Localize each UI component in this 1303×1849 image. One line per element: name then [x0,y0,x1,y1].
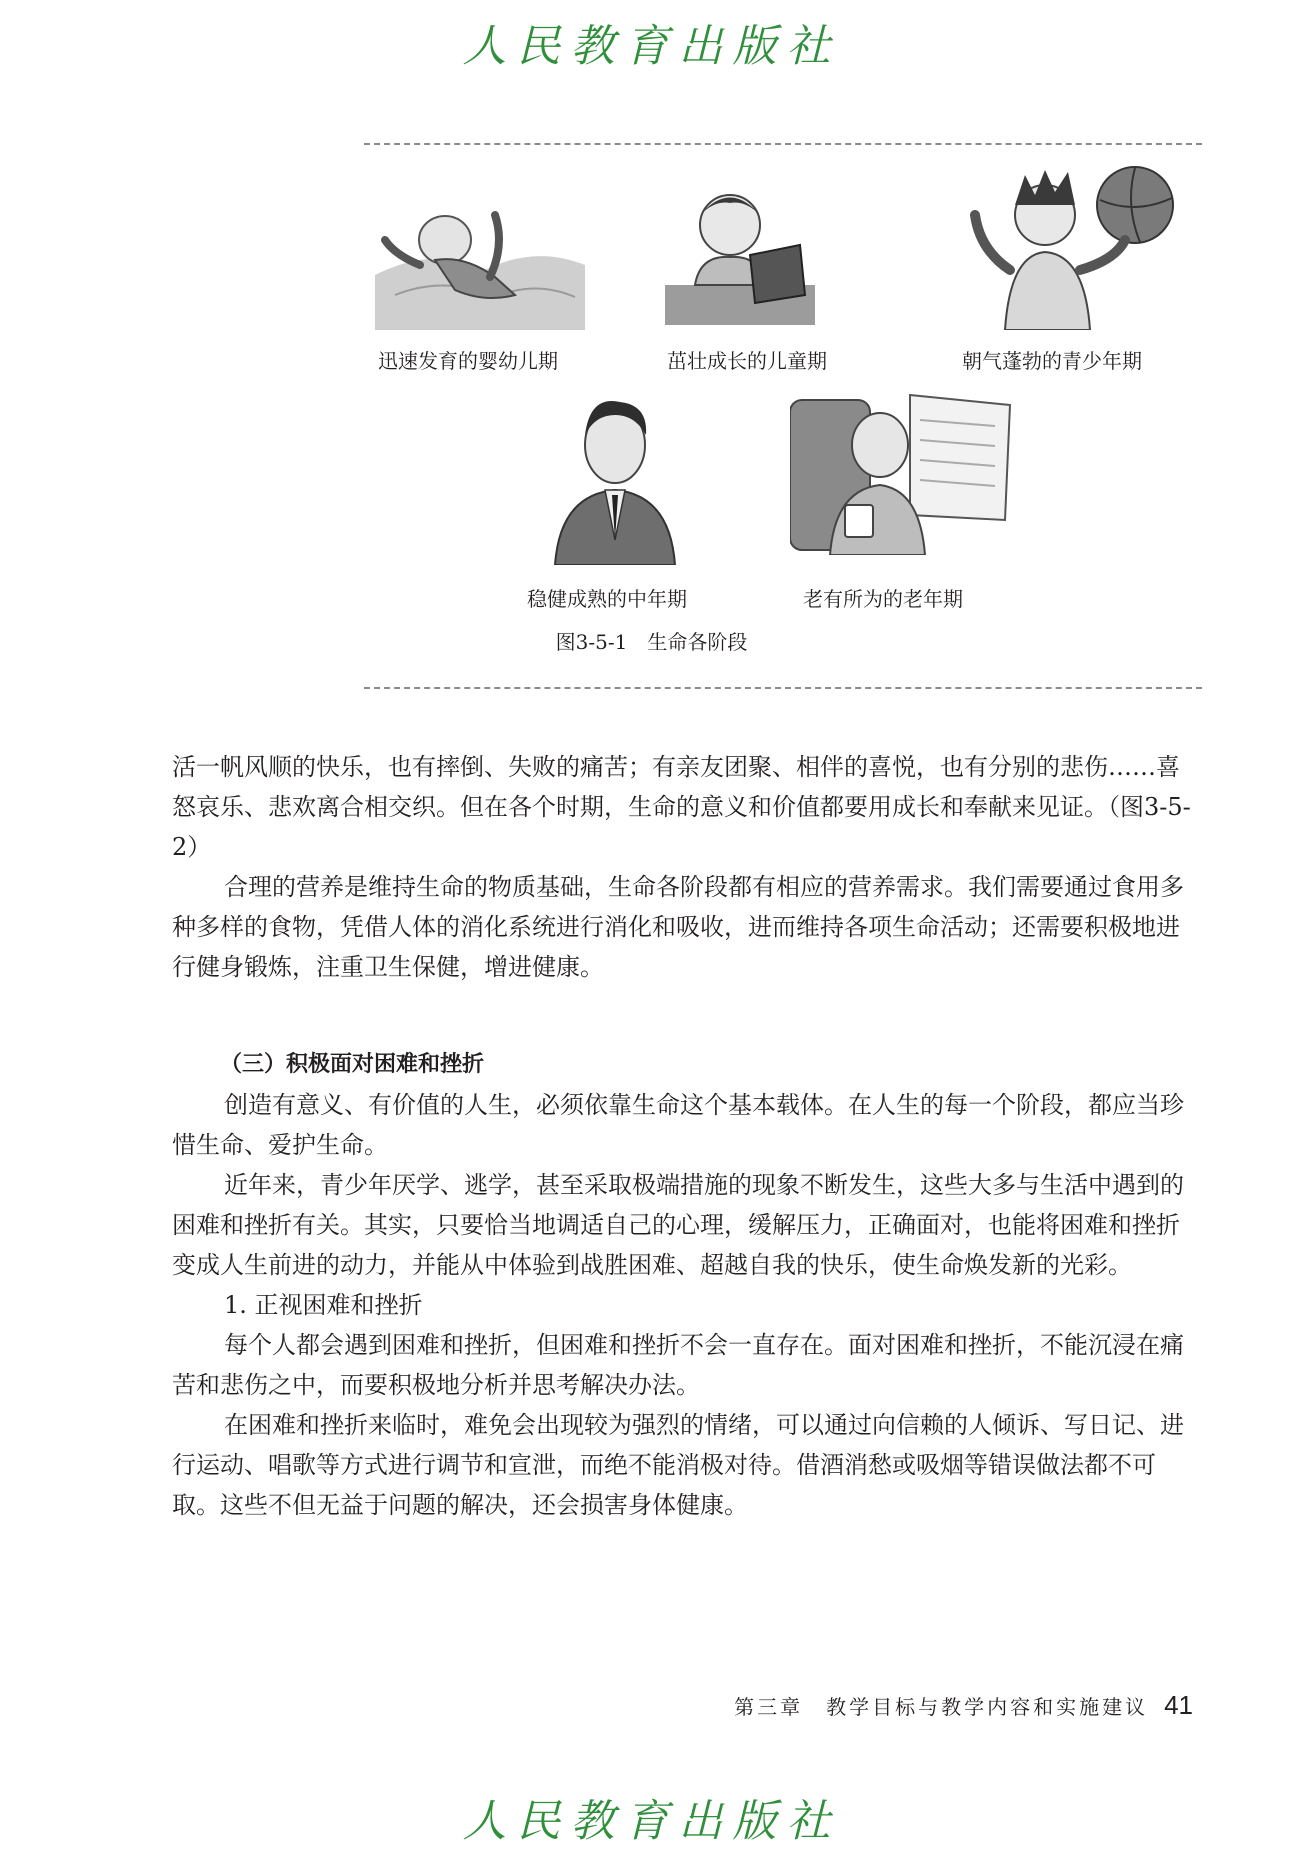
chapter-title: 第三章 教学目标与教学内容和实施建议 [734,1695,1149,1719]
paragraph: 在困难和挫折来临时，难免会出现较为强烈的情绪，可以通过向信赖的人倾诉、写日记、进行运动、唱歌等方式进行调节和宣泄，而绝不能消极对待。借酒消愁或吸烟等错误做法都不可取。这些不但无益于问题的解决，还会损害身体健康。 [172,1411,1184,1519]
figure-top-divider [364,143,1202,145]
caption-child: 茁壮成长的儿童期 [667,349,827,373]
publisher-logo: 人民教育出版社 [462,1796,841,1847]
paragraph: 创造有意义、有价值的人生，必须依靠生命这个基本载体。在人生的每一个阶段，都应当珍惜生命、爱护生命。 [172,1091,1184,1159]
body-section-1 [172,747,1192,987]
figure-bottom-divider [364,687,1202,689]
caption-old-age: 老有所为的老年期 [803,587,963,611]
youth-basketball-illustration [950,160,1180,330]
section-heading: （三）积极面对困难和挫折 [220,1052,485,1077]
caption-infant: 迅速发育的婴幼儿期 [378,349,558,373]
paragraph: 活一帆风顺的快乐，也有摔倒、失败的痛苦；有亲友团聚、相伴的喜悦，也有分别的悲伤……喜怒哀乐、悲欢离合相交织。但在各个时期，生命的意义和价值都要用成长和奉献来见证。（图3-5-2） [172,753,1191,861]
page-footer [734,1690,1193,1721]
child-reading-illustration [665,185,815,325]
body-section-2 [172,1045,1192,1525]
paragraph: 每个人都会遇到困难和挫折，但困难和挫折不会一直存在。面对困难和挫折，不能沉浸在痛苦和悲伤之中，而要积极地分析并思考解决办法。 [172,1331,1184,1399]
caption-middle-age: 稳健成熟的中年期 [527,587,687,611]
subheading: 1. 正视困难和挫折 [224,1291,423,1319]
caption-youth: 朝气蓬勃的青少年期 [962,349,1142,373]
page-number: 41 [1164,1690,1193,1720]
infant-illustration [375,185,585,330]
elderly-newspaper-illustration [790,390,1020,555]
figure-caption: 图3-5-1 生命各阶段 [555,630,748,654]
paragraph: 近年来，青少年厌学、逃学，甚至采取极端措施的现象不断发生，这些大多与生活中遇到的困难和挫折有关。其实，只要恰当地调适自己的心理，缓解压力，正确面对，也能将困难和挫折变成人生前进的动力，并能从中体验到战胜困难、超越自我的快乐，使生命焕发新的光彩。 [172,1171,1184,1279]
paragraph: 合理的营养是维持生命的物质基础，生命各阶段都有相应的营养需求。我们需要通过食用多种多样的食物，凭借人体的消化系统进行消化和吸收，进而维持各项生命活动；还需要积极地进行健身锻炼，注重卫生保健，增进健康。 [172,873,1184,981]
middle-aged-man-illustration [550,390,680,565]
publisher-logo: 人民教育出版社 [462,21,841,72]
